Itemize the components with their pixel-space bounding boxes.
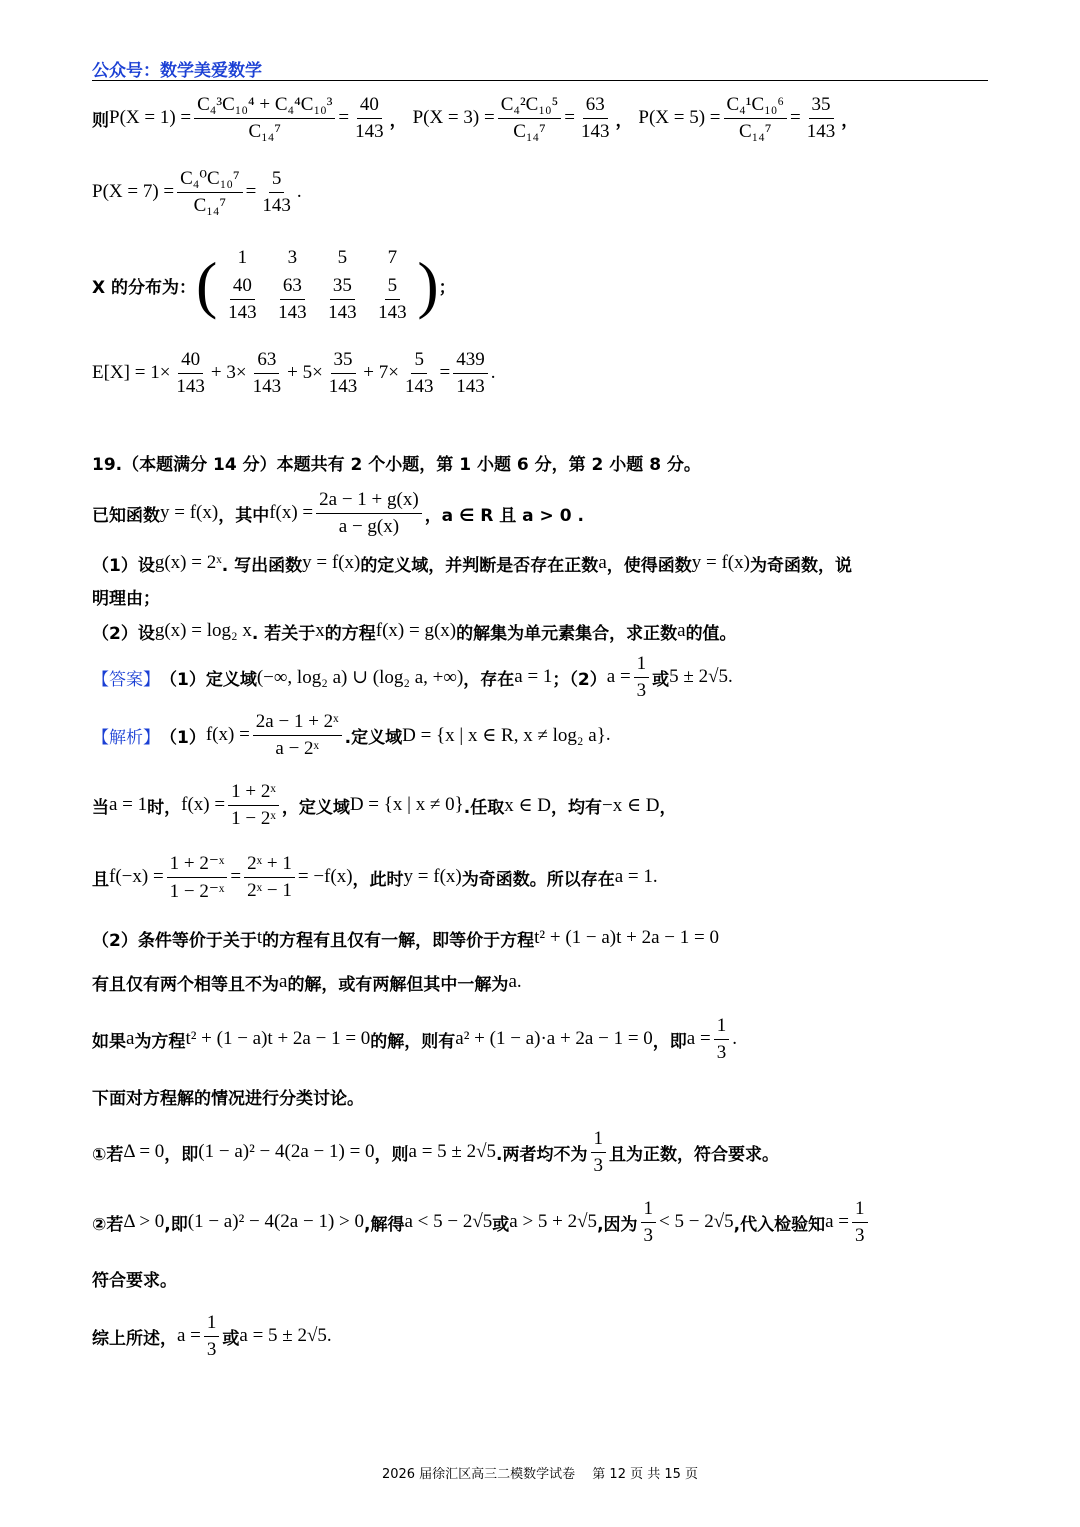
term: + 7× xyxy=(363,362,399,383)
frac: $\frac{\text{1 + 2⁻ˣ}}{\text{1 − 2⁻ˣ}}$ xyxy=(167,852,228,903)
text: ，a ∈ R 且 a > 0 . xyxy=(424,505,584,526)
solution-tag: 【解析】 xyxy=(92,727,160,748)
math: y = f(x) xyxy=(160,502,219,523)
frac: $\frac{1}{3}$ xyxy=(714,1015,730,1064)
header-rule xyxy=(92,80,988,81)
term: = xyxy=(439,362,451,383)
den: 143 xyxy=(355,120,384,142)
num: 40 xyxy=(357,94,382,119)
page-footer: 2026 届徐汇区高三二模数学试卷 第 12 页 共 15 页 xyxy=(381,1467,699,1482)
num: C₄⁰C₁₀⁷ xyxy=(177,167,242,193)
p1-lhs: P(X = 1) = xyxy=(109,107,192,128)
dist-p: 35 143 xyxy=(328,274,357,323)
dist-p: 40 143 xyxy=(228,274,257,323)
dist-label: X 的分布为： xyxy=(92,277,197,298)
expectation-line: E[X] = 1× $\frac{40}{143}$ + 3× $\frac{63}{143}$ + 5× $\frac{35}{143}$ + 7× $\frac{5}{143}$ = $\frac{439}{143}$ . xyxy=(92,348,496,397)
frac: $\frac{63}{143}$ xyxy=(252,348,282,397)
solution-line-3: 且 f(−x) = $\frac{\text{1 + 2⁻ˣ}}{\text{1 − 2⁻ˣ}}$ = $\frac{\text{2ˣ + 1}}{\text{2ˣ − 1}}$ = −f(x) ，此时 y = f(x) 为奇函数。所以存在 a = 1 . xyxy=(92,852,658,902)
text: 已知函数 xyxy=(92,505,160,526)
ex-result: $\frac{439}{143}$ xyxy=(453,349,488,398)
solution-line-7: 下面对方程解的情况进行分类讨论。 xyxy=(92,1088,364,1109)
frac: $\frac{1}{3}$ xyxy=(634,653,650,702)
solution-line-6: 如果 a 为方程 t² + (1 − a)t + 2a − 1 = 0 的解，则有 a² + (1 − a)·a + 2a − 1 = 0 ，即 a = $\frac{1}{3}$ . xyxy=(92,1014,737,1063)
dist-x: 3 xyxy=(287,246,298,268)
num: C₄²C₁₀⁵ xyxy=(498,94,562,119)
frac: $\frac{\text{1 + 2ˣ}}{\text{1 − 2ˣ}}$ xyxy=(228,781,279,830)
dist-p: 5 143 xyxy=(378,274,407,323)
answer-tag: 【答案】 xyxy=(92,669,160,690)
q19-part2: （2）设 g(x) = log₂ x . 若关于 x 的方程 f(x) = g(x) 的解集为单元素集合，求正数 a 的值。 xyxy=(92,620,737,644)
ex-lhs: E[X] = 1× xyxy=(92,362,171,383)
p3-frac xyxy=(498,94,562,143)
den: 143 xyxy=(806,120,836,142)
header-title: 公众号：数学美爱数学 xyxy=(92,61,262,81)
q19-part1-cont: 明理由； xyxy=(92,588,160,609)
frac: $\frac{1}{3}$ xyxy=(852,1198,868,1247)
den: C₁₄⁷ xyxy=(739,120,772,142)
given-frac: $\frac{2a - 1 + g(x)}{a - g(x)}$ xyxy=(316,489,422,538)
math: f(x) = xyxy=(269,502,314,523)
term: + 5× xyxy=(287,362,323,383)
frac: 1 3 xyxy=(591,1128,607,1177)
frac: $\frac{5}{143}$ xyxy=(404,348,434,397)
num: 63 xyxy=(583,94,608,119)
p1-frac xyxy=(194,94,335,143)
den: C₁₄⁷ xyxy=(248,120,282,142)
p7-value xyxy=(259,168,294,217)
p7-frac xyxy=(177,167,242,217)
q19-title: 19.（本题满分 14 分）本题共有 2 个小题，第 1 小题 6 分，第 2 小题 8 分。 xyxy=(92,454,701,475)
dist-x: 7 xyxy=(387,246,398,268)
den: C₁₄⁷ xyxy=(193,195,227,216)
num: C₄¹C₁₀⁶ xyxy=(724,94,788,119)
dist-p: 63 143 xyxy=(278,274,307,323)
frac: $\frac{\text{2ˣ + 1}}{\text{2ˣ − 1}}$ xyxy=(244,853,295,902)
frac: $\frac{35}{143}$ xyxy=(328,348,358,397)
den: 143 xyxy=(580,120,610,142)
solution-line-8: ①若 Δ = 0 ，即 (1 − a)² − 4(2a − 1) = 0 ，则 a = 5 ± 2√5 .两者均不为 1 3 且为正数，符合要求。 xyxy=(92,1127,780,1176)
answer-line: 【答案】 （1）定义域 (−∞, log₂ a) ∪ (log₂ a, +∞) ，存在 a = 1 ；（2） a = $\frac{1}{3}$ 或 5 ± 2√5 . xyxy=(92,652,733,701)
prob-line-7: P(X = 7) = $\frac{\text{C₄⁰C₁₀⁷}}{\text{C₁₄⁷}}$ = $\frac{5}{143}$ . xyxy=(92,167,302,216)
p5-frac xyxy=(724,94,788,143)
p5-value xyxy=(804,94,839,143)
solution-line-9: ②若 Δ > 0 ,即 (1 − a)² − 4(2a − 1) > 0 ,解得 a < 5 − 2√5 或 a > 5 + 2√5 ,因为 1 3 < 5 − 2√5 ,代入检验知 a = $\frac{1}{3}$ xyxy=(92,1196,1000,1248)
num: 35 xyxy=(809,94,834,119)
p3-lhs: P(X = 3) = xyxy=(412,107,495,128)
p5-lhs: P(X = 5) = xyxy=(638,107,721,128)
distribution-line: X 的分布为： ( 1 3 5 7 40 143 63 143 35 143 5 143 ) ； xyxy=(92,246,456,323)
frac: $\frac{\text{2a − 1 + 2ˣ}}{\text{a − 2ˣ}}$ xyxy=(253,711,342,760)
solution-line-5: 有且仅有两个相等且不为 a 的解，或有两解但其中一解为 a . xyxy=(92,971,522,995)
solution-line-4: （2）条件等价于关于 t 的方程有且仅有一解，即等价于方程 t² + (1 − a)t + 2a − 1 = 0 xyxy=(92,927,719,951)
p1-value xyxy=(352,94,387,143)
p7-lhs: P(X = 7) = xyxy=(92,181,175,202)
text: ，其中 xyxy=(218,505,270,526)
solution-line-10: 符合要求。 xyxy=(92,1270,177,1291)
dist-x: 5 xyxy=(337,246,348,268)
num: C₄³C₁₀⁴ + C₄⁴C₁₀³ xyxy=(194,94,335,119)
solution-line-1: 【解析】 （1） f(x) = $\frac{\text{2a − 1 + 2ˣ}}{\text{a − 2ˣ}}$ .定义域 D = {x | x ∈ R, x ≠ log₂ a} . xyxy=(92,710,611,759)
solution-line-11: 综上所述， a = $\frac{1}{3}$ 或 a = 5 ± 2√5 . xyxy=(92,1311,332,1360)
frac: $\frac{40}{143}$ xyxy=(176,348,205,397)
p3-value xyxy=(578,94,613,143)
frac: 1 3 xyxy=(641,1198,657,1247)
text: 则 xyxy=(92,110,109,131)
dist-x: 1 xyxy=(237,246,248,268)
den: C₁₄⁷ xyxy=(513,120,546,142)
frac: $\frac{1}{3}$ xyxy=(204,1312,220,1361)
den: 143 xyxy=(262,194,291,216)
q19-given xyxy=(92,486,1000,540)
distribution-table: ( 1 3 5 7 40 143 63 143 35 143 5 143 ) xyxy=(196,246,439,323)
num: 5 xyxy=(269,168,285,193)
term: + 3× xyxy=(210,362,247,383)
q19-part1: （1）设 g(x) = 2ˣ . 写出函数 y = f(x) 的定义域，并判断是否存在正数 a ，使得函数 y = f(x) 为奇函数，说 xyxy=(92,552,852,576)
prob-line-1: 则 P(X = 1) = $\frac{\text{C₄³C₁₀⁴ + C₄⁴C₁₀³}}{\text{C₁₄⁷}}$ = $\frac{40}{143}$ ， P(X = 3) = $\frac{\text{C₄²C₁₀⁵}}{\text{C₁₄⁷}}$ = $\frac{63}{143}$ ， P(X = 5) = $\frac{\text{C₄¹C₁₀⁶}}{\text{C₁₄⁷}}$ = $\frac{35}{143}$ ， xyxy=(92,93,859,142)
solution-line-2: 当 a = 1 时， f(x) = $\frac{\text{1 + 2ˣ}}{\text{1 − 2ˣ}}$ ，定义域 D = {x | x ≠ 0} .任取 x ∈ D ，均有 −x ∈ D ， xyxy=(92,780,677,829)
